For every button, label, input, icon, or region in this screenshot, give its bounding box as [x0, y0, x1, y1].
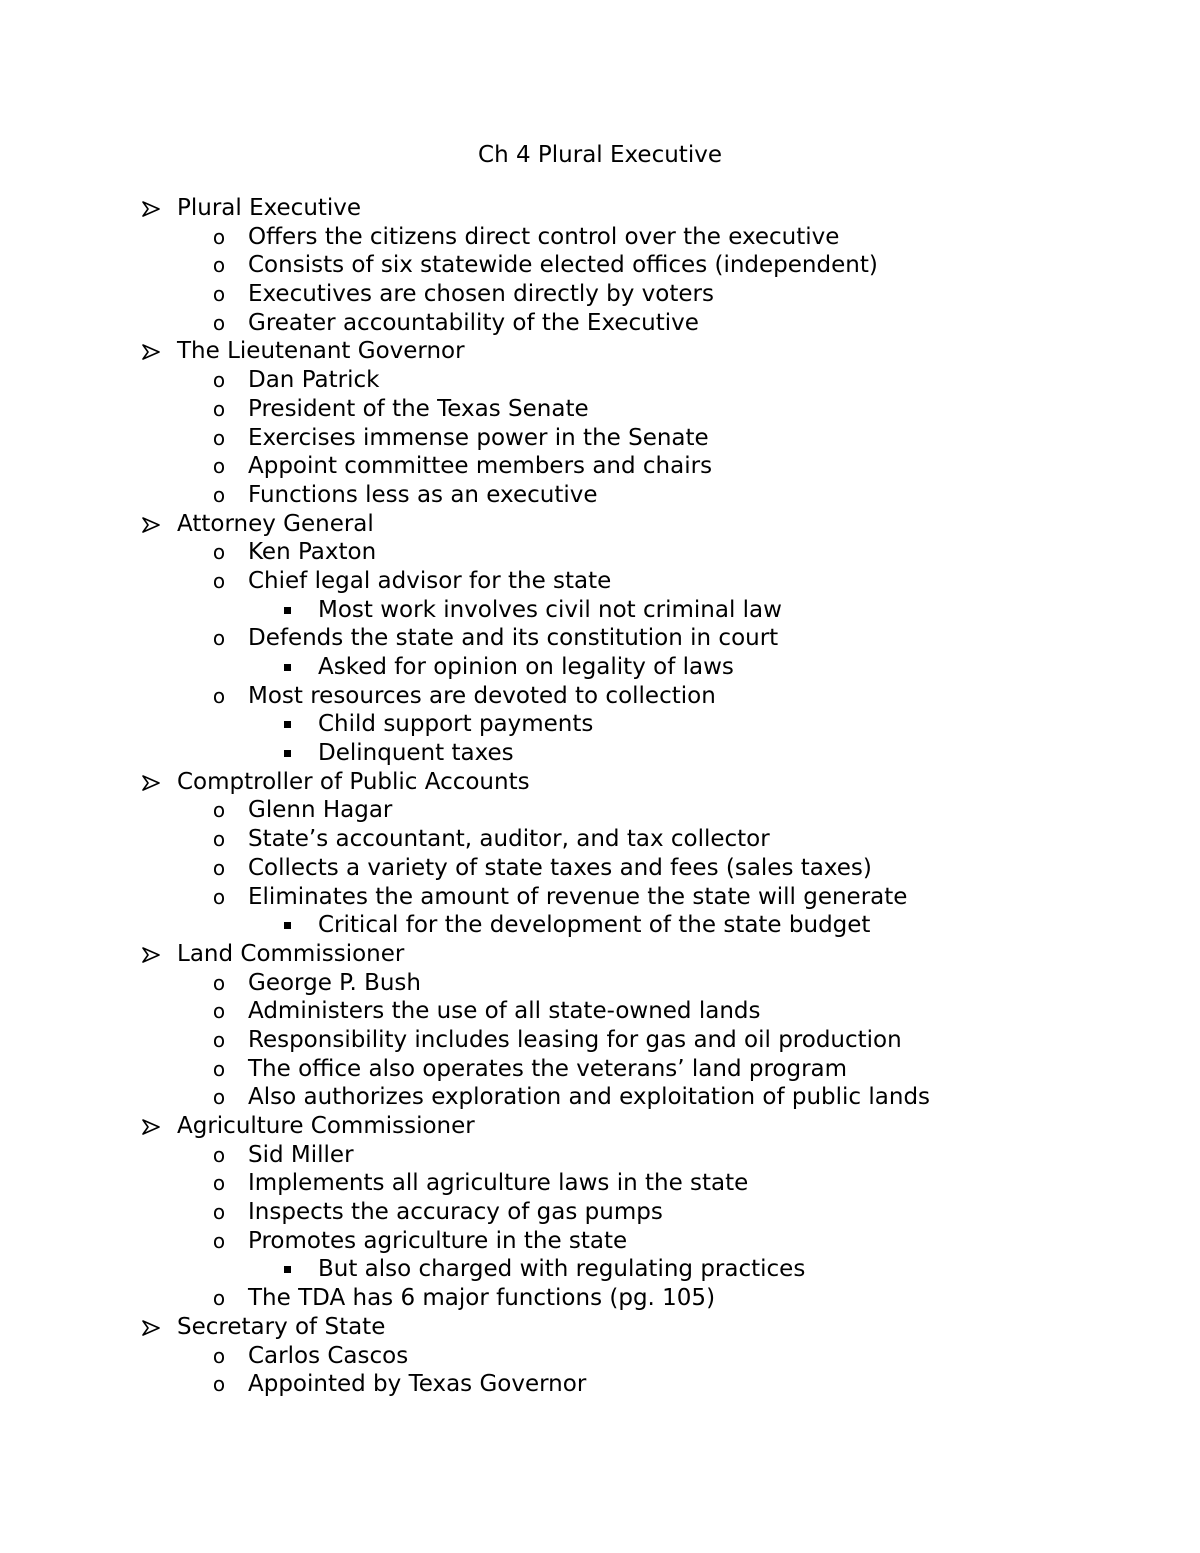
list-item-text: Appoint committee members and chairs [248, 453, 713, 480]
list-item [0, 796, 1200, 825]
list-item-text: Executives are chosen directly by voters [248, 281, 714, 308]
list-item-text: Collects a variety of state taxes and fees (sales taxes) [248, 854, 872, 881]
list-item [0, 883, 1200, 912]
sub-list-item-text: Most work involves civil not criminal law [318, 596, 782, 623]
section-heading-text: The Lieutenant Governor [177, 338, 465, 365]
circle-bullet-icon: o [212, 425, 226, 450]
sub-list-item [0, 739, 1200, 768]
section-heading [0, 940, 1200, 969]
circle-bullet-icon: o [212, 568, 226, 593]
circle-bullet-icon: o [212, 482, 226, 507]
list-item [0, 309, 1200, 338]
sub-list-item-text: But also charged with regulating practices [318, 1256, 806, 1283]
list-item [0, 997, 1200, 1026]
list-item-text: Greater accountability of the Executive [248, 309, 699, 336]
circle-bullet-icon: o [212, 224, 226, 249]
circle-bullet-icon: o [212, 798, 226, 823]
circle-bullet-icon: o [212, 310, 226, 335]
list-item-text: Eliminates the amount of revenue the state will generate [248, 883, 908, 910]
sub-list-item-text: Child support payments [318, 711, 594, 738]
list-item-text: Ken Paxton [248, 539, 377, 566]
section-heading [0, 337, 1200, 366]
circle-bullet-icon: o [212, 683, 226, 708]
list-item-text: Also authorizes exploration and exploitation of public lands [248, 1084, 931, 1111]
section-heading-text: Plural Executive [177, 195, 362, 221]
section-heading [0, 1313, 1200, 1342]
list-item-text: Dan Patrick [248, 367, 380, 394]
circle-bullet-icon: o [212, 1343, 226, 1368]
page-title: Ch 4 Plural Executive [478, 142, 722, 168]
circle-bullet-icon: o [212, 626, 226, 651]
list-item-text: Promotes agriculture in the state [248, 1227, 628, 1254]
list-item-text: Consists of six statewide elected offices (independent) [248, 252, 878, 279]
list-item-text: Glenn Hagar [248, 797, 393, 824]
section-heading-text: Agriculture Commissioner [177, 1113, 475, 1139]
circle-bullet-icon: o [212, 282, 226, 307]
list-item-text: Administers the use of all state-owned lands [248, 998, 761, 1025]
list-item [0, 624, 1200, 653]
list-item [0, 251, 1200, 280]
list-item-text: Exercises immense power in the Senate [248, 424, 709, 451]
list-item [0, 825, 1200, 854]
circle-bullet-icon: o [212, 253, 226, 278]
list-item-text: Implements all agriculture laws in the state [248, 1170, 749, 1197]
list-item [0, 395, 1200, 424]
list-item [0, 1370, 1200, 1399]
list-item-text: Defends the state and its constitution in court [248, 625, 779, 652]
list-item [0, 1055, 1200, 1084]
section-heading [0, 1112, 1200, 1141]
list-item [0, 1198, 1200, 1227]
circle-bullet-icon: o [212, 1027, 226, 1052]
circle-bullet-icon: o [212, 1228, 226, 1253]
list-item [0, 1284, 1200, 1313]
list-item-text: The TDA has 6 major functions (pg. 105) [248, 1285, 716, 1312]
list-item [0, 223, 1200, 252]
list-item [0, 280, 1200, 309]
sub-list-item [0, 710, 1200, 739]
circle-bullet-icon: o [212, 1286, 226, 1311]
list-item [0, 481, 1200, 510]
section-heading-text: Land Commissioner [177, 940, 405, 967]
list-item [0, 1026, 1200, 1055]
list-item-text: Inspects the accuracy of gas pumps [248, 1199, 663, 1226]
list-item [0, 567, 1200, 596]
list-item [0, 538, 1200, 567]
section-heading [0, 768, 1200, 797]
sub-list-item-text: Asked for opinion on legality of laws [318, 654, 734, 680]
circle-bullet-icon: o [212, 855, 226, 880]
circle-bullet-icon: o [212, 999, 226, 1024]
list-item-text: George P. Bush [248, 969, 421, 996]
list-item-text: Chief legal advisor for the state [248, 567, 612, 594]
sub-list-item [0, 1255, 1200, 1284]
list-item-text: Functions less as an executive [248, 481, 598, 508]
outline-list [0, 194, 1200, 1399]
list-item [0, 1227, 1200, 1256]
section-heading-text: Comptroller of Public Accounts [177, 768, 530, 795]
section-heading [0, 194, 1200, 223]
list-item [0, 1169, 1200, 1198]
list-item-text: Responsibility includes leasing for gas and oil production [248, 1026, 902, 1053]
circle-bullet-icon: o [212, 884, 226, 909]
section-heading-text: Secretary of State [177, 1313, 386, 1340]
list-item [0, 854, 1200, 883]
list-item-text: Offers the citizens direct control over the executive [248, 223, 840, 250]
list-item [0, 1083, 1200, 1112]
circle-bullet-icon: o [212, 396, 226, 421]
circle-bullet-icon: o [212, 1056, 226, 1081]
circle-bullet-icon: o [212, 1372, 226, 1397]
list-item [0, 682, 1200, 711]
circle-bullet-icon: o [212, 454, 226, 479]
circle-bullet-icon: o [212, 970, 226, 995]
sub-list-item-text: Delinquent taxes [318, 740, 514, 767]
list-item-text: State’s accountant, auditor, and tax collector [248, 826, 770, 853]
circle-bullet-icon: o [212, 1142, 226, 1167]
sub-list-item [0, 911, 1200, 940]
circle-bullet-icon: o [212, 368, 226, 393]
list-item [0, 366, 1200, 395]
circle-bullet-icon: o [212, 1085, 226, 1110]
sub-list-item [0, 596, 1200, 625]
list-item-text: Appointed by Texas Governor [248, 1371, 587, 1398]
list-item [0, 1141, 1200, 1170]
sub-list-item [0, 653, 1200, 682]
circle-bullet-icon: o [212, 1171, 226, 1196]
circle-bullet-icon: o [212, 827, 226, 852]
list-item [0, 1342, 1200, 1371]
circle-bullet-icon: o [212, 1200, 226, 1225]
section-heading-text: Attorney General [177, 510, 374, 537]
list-item-text: Carlos Cascos [248, 1342, 409, 1369]
list-item-text: President of the Texas Senate [248, 395, 589, 422]
list-item-text: Sid Miller [248, 1141, 354, 1168]
list-item [0, 424, 1200, 453]
list-item-text: The office also operates the veterans’ land program [248, 1055, 848, 1082]
list-item-text: Most resources are devoted to collection [248, 682, 716, 709]
section-heading [0, 510, 1200, 539]
list-item [0, 452, 1200, 481]
sub-list-item-text: Critical for the development of the state budget [318, 912, 871, 939]
circle-bullet-icon: o [212, 540, 226, 565]
list-item [0, 969, 1200, 998]
